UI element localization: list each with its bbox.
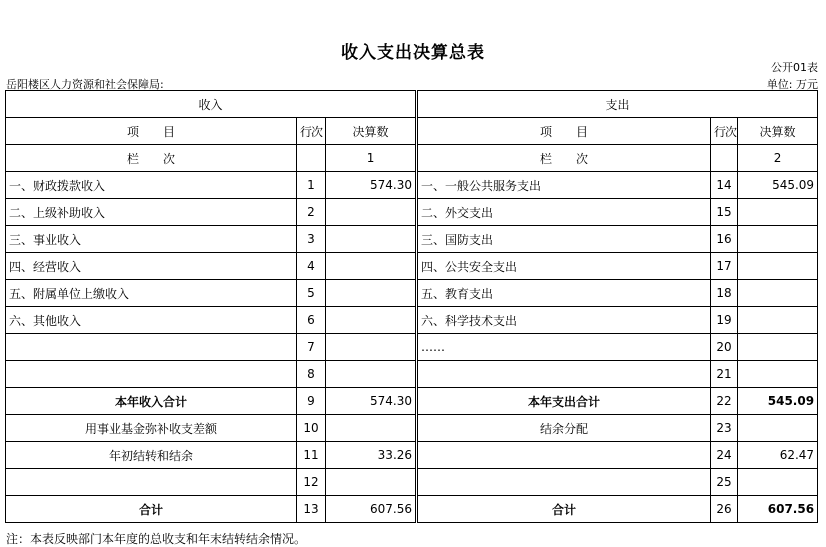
expense-line-no: 15 — [711, 199, 738, 226]
expense-item-label: 六、科学技术支出 — [418, 307, 711, 334]
expense-amount — [738, 415, 818, 442]
income-amount — [326, 415, 416, 442]
income-expense-table — [5, 90, 818, 523]
income-line-no: 6 — [297, 307, 326, 334]
income-amount — [326, 226, 416, 253]
expense-line-no-header: 行次 — [711, 118, 738, 145]
table-row — [6, 253, 818, 280]
income-item-label — [6, 469, 297, 496]
expense-item-label: 合计 — [418, 496, 711, 523]
expense-line-no: 25 — [711, 469, 738, 496]
expense-line-no: 19 — [711, 307, 738, 334]
table-row — [6, 361, 818, 388]
table-row — [6, 226, 818, 253]
column-number-row — [6, 145, 818, 172]
table-row — [6, 280, 818, 307]
expense-amount — [738, 253, 818, 280]
table-row — [6, 442, 818, 469]
expense-header: 支出 — [418, 91, 818, 118]
expense-item-header: 项 目 — [418, 118, 711, 145]
expense-line-no: 23 — [711, 415, 738, 442]
expense-item-label — [418, 361, 711, 388]
unit-label: 单位: 万元 — [766, 78, 818, 91]
income-line-no: 2 — [297, 199, 326, 226]
income-item-header: 项 目 — [6, 118, 297, 145]
income-amount — [326, 199, 416, 226]
expense-line-no: 18 — [711, 280, 738, 307]
income-line-no: 5 — [297, 280, 326, 307]
empty-cell — [711, 145, 738, 172]
income-item-label: 二、上级补助收入 — [6, 199, 297, 226]
income-item-label: 一、财政拨款收入 — [6, 172, 297, 199]
income-item-label: 本年收入合计 — [6, 388, 297, 415]
table-title: 收入支出决算总表 — [341, 43, 485, 63]
income-item-label — [6, 361, 297, 388]
table-row — [6, 172, 818, 199]
income-line-no: 4 — [297, 253, 326, 280]
expense-item-label: 二、外交支出 — [418, 199, 711, 226]
income-amount: 607.56 — [326, 496, 416, 523]
income-line-no: 10 — [297, 415, 326, 442]
income-item-label: 三、事业收入 — [6, 226, 297, 253]
form-number: 公开01表 — [771, 61, 818, 74]
expense-item-label: 三、国防支出 — [418, 226, 711, 253]
expense-item-label: …… — [418, 334, 711, 361]
expense-amount: 607.56 — [738, 496, 818, 523]
expense-item-label — [418, 469, 711, 496]
table-note: 注：本表反映部门本年度的总收支和年末结转结余情况。 — [6, 532, 307, 546]
table-row — [6, 307, 818, 334]
income-line-no: 11 — [297, 442, 326, 469]
expense-item-label: 一、一般公共服务支出 — [418, 172, 711, 199]
expense-amount — [738, 334, 818, 361]
income-line-no: 3 — [297, 226, 326, 253]
income-column-label: 栏 次 — [6, 145, 297, 172]
expense-line-no: 20 — [711, 334, 738, 361]
income-item-label — [6, 334, 297, 361]
expense-amount: 62.47 — [738, 442, 818, 469]
expense-item-label: 四、公共安全支出 — [418, 253, 711, 280]
expense-amount: 545.09 — [738, 172, 818, 199]
income-amount-header: 决算数 — [326, 118, 416, 145]
table-row — [6, 388, 818, 415]
table-row — [6, 496, 818, 523]
income-item-label: 六、其他收入 — [6, 307, 297, 334]
income-amount — [326, 307, 416, 334]
income-line-no: 9 — [297, 388, 326, 415]
expense-amount — [738, 280, 818, 307]
income-line-no: 12 — [297, 469, 326, 496]
expense-line-no: 24 — [711, 442, 738, 469]
expense-line-no: 26 — [711, 496, 738, 523]
expense-amount — [738, 361, 818, 388]
table-row — [6, 415, 818, 442]
expense-amount — [738, 226, 818, 253]
section-header-row — [6, 91, 818, 118]
empty-cell — [297, 145, 326, 172]
income-amount: 574.30 — [326, 388, 416, 415]
expense-line-no: 22 — [711, 388, 738, 415]
expense-item-label: 本年支出合计 — [418, 388, 711, 415]
income-line-no: 7 — [297, 334, 326, 361]
expense-amount — [738, 307, 818, 334]
expense-line-no: 17 — [711, 253, 738, 280]
expense-amount — [738, 469, 818, 496]
income-amount: 574.30 — [326, 172, 416, 199]
table-row — [6, 469, 818, 496]
expense-amount — [738, 199, 818, 226]
department-name: 岳阳楼区人力资源和社会保障局: — [6, 78, 164, 91]
expense-amount: 545.09 — [738, 388, 818, 415]
expense-amount-header: 决算数 — [738, 118, 818, 145]
table-body — [6, 172, 818, 523]
income-item-label: 用事业基金弥补收支差额 — [6, 415, 297, 442]
income-amount — [326, 469, 416, 496]
expense-line-no: 21 — [711, 361, 738, 388]
income-item-label: 四、经营收入 — [6, 253, 297, 280]
expense-item-label — [418, 442, 711, 469]
expense-line-no: 16 — [711, 226, 738, 253]
income-item-label: 合计 — [6, 496, 297, 523]
income-line-no-header: 行次 — [297, 118, 326, 145]
income-line-no: 8 — [297, 361, 326, 388]
expense-column-number: 2 — [738, 145, 818, 172]
income-amount — [326, 334, 416, 361]
income-item-label: 五、附属单位上缴收入 — [6, 280, 297, 307]
income-amount — [326, 280, 416, 307]
table-row — [6, 199, 818, 226]
column-header-row — [6, 118, 818, 145]
income-column-number: 1 — [326, 145, 416, 172]
expense-line-no: 14 — [711, 172, 738, 199]
income-line-no: 1 — [297, 172, 326, 199]
expense-item-label: 五、教育支出 — [418, 280, 711, 307]
income-amount — [326, 253, 416, 280]
table-row — [6, 334, 818, 361]
income-line-no: 13 — [297, 496, 326, 523]
income-item-label: 年初结转和结余 — [6, 442, 297, 469]
income-amount — [326, 361, 416, 388]
expense-column-label: 栏 次 — [418, 145, 711, 172]
income-amount: 33.26 — [326, 442, 416, 469]
income-header: 收入 — [6, 91, 416, 118]
expense-item-label: 结余分配 — [418, 415, 711, 442]
